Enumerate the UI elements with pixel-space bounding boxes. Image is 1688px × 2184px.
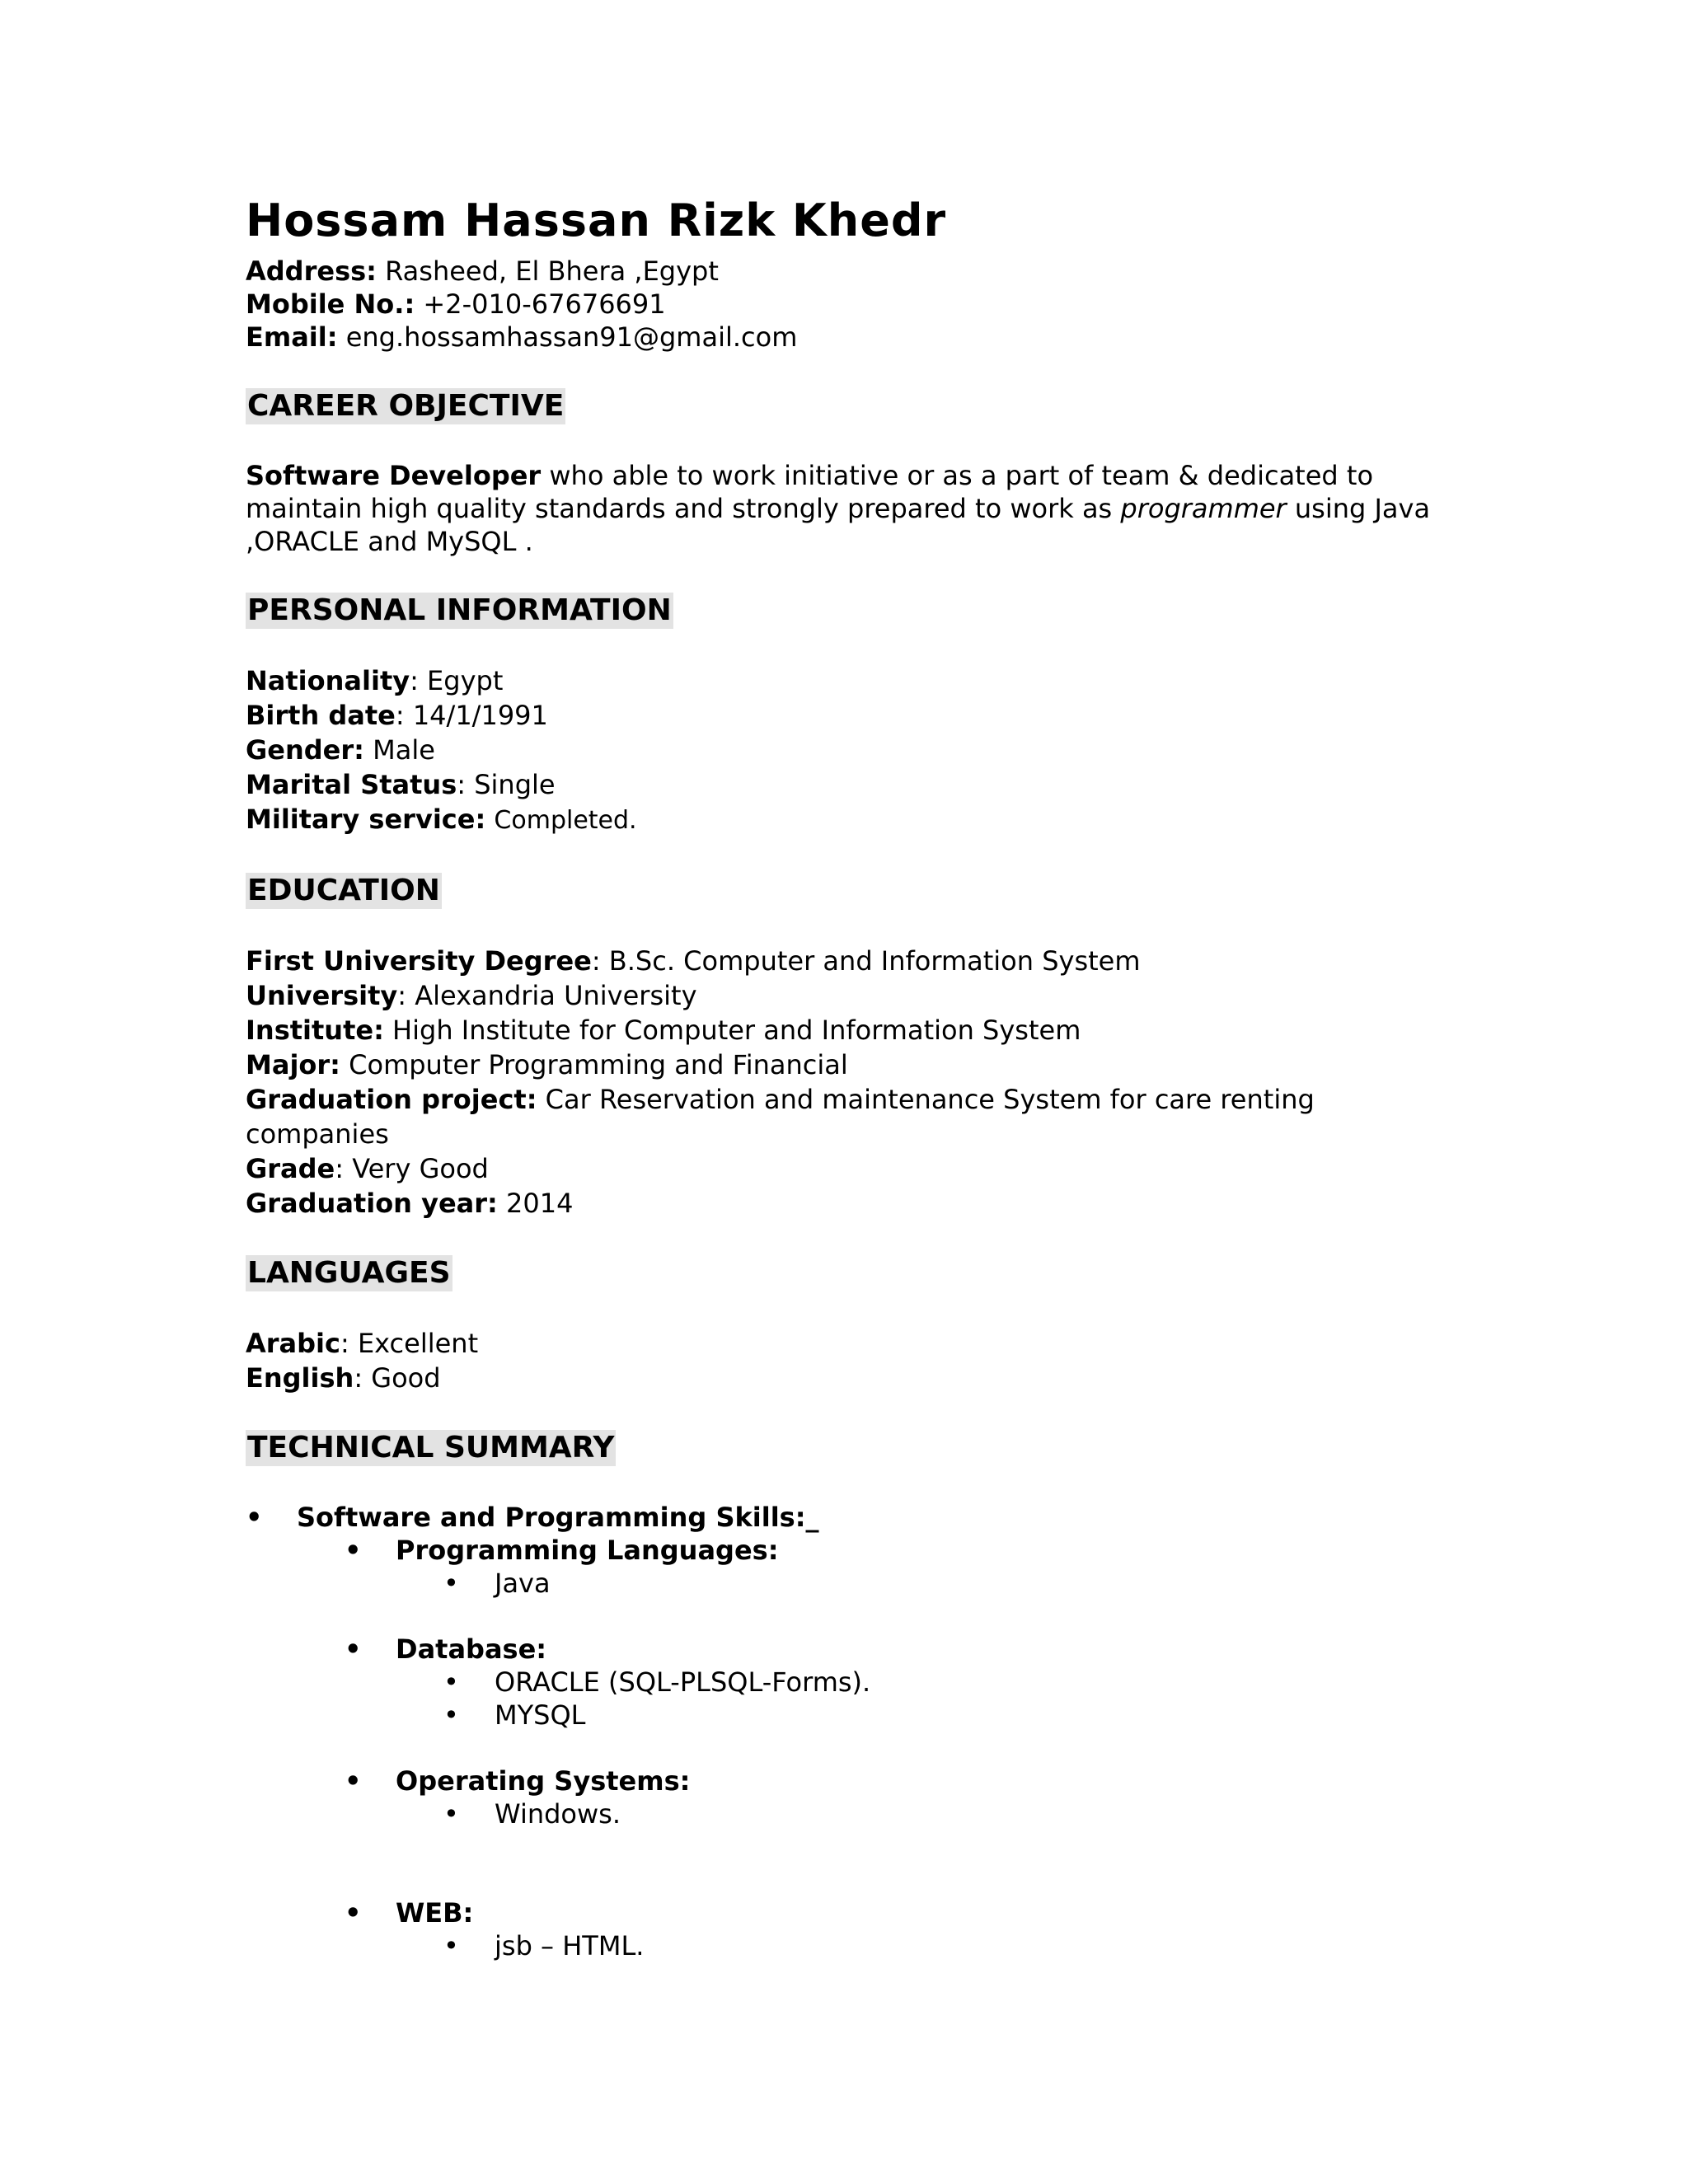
education-value: Alexandria University <box>415 980 697 1012</box>
language-value: Good <box>371 1362 441 1394</box>
mobile-value: +2-010-67676691 <box>415 288 666 321</box>
career-italic: programmer <box>1120 493 1287 525</box>
group-title-database: • Database: <box>396 1633 546 1665</box>
education-sep: : <box>591 945 609 977</box>
info-row <box>246 802 1449 838</box>
info-value: Completed. <box>494 806 637 836</box>
info-sep: : <box>457 769 475 801</box>
education-value: companies <box>246 1118 389 1151</box>
education-row <box>246 1047 1449 1082</box>
list-item <box>246 1633 1449 1666</box>
resume-page <box>246 196 1449 1962</box>
education-value: Computer Programming and Financial <box>349 1049 848 1081</box>
list-item <box>246 1699 1449 1732</box>
education-value: High Institute for Computer and Information System <box>392 1015 1081 1047</box>
education-value: B.Sc. Computer and Information System <box>608 945 1141 977</box>
education-sep: : <box>397 980 415 1012</box>
group-item: • Java <box>495 1568 551 1599</box>
info-value: Egypt <box>427 665 504 697</box>
group-item: • ORACLE (SQL-PLSQL-Forms). <box>495 1666 870 1698</box>
education-label: Major: <box>246 1049 340 1081</box>
list-item <box>246 1534 1449 1567</box>
spacer <box>246 1830 1449 1896</box>
education-row <box>246 1082 1449 1117</box>
info-row <box>246 663 1449 698</box>
info-label: Nationality <box>246 665 410 697</box>
address-line <box>246 255 1449 288</box>
info-label: Marital Status <box>246 769 457 801</box>
career-text-2: using Java ,ORACLE and MySQL . <box>246 493 1431 558</box>
education-list <box>246 944 1449 1221</box>
education-label: Graduation project: <box>246 1084 537 1116</box>
education-sep: : <box>335 1153 353 1185</box>
list-item <box>246 1765 1449 1797</box>
address-value: Rasheed, El Bhera ,Egypt <box>376 255 719 288</box>
info-label: Gender: <box>246 734 364 766</box>
group-item: • Windows. <box>495 1798 621 1830</box>
personal-info-list <box>246 663 1449 838</box>
info-sep <box>485 804 494 835</box>
education-row <box>246 944 1449 978</box>
email-label: Email: <box>246 321 338 354</box>
language-sep: : <box>340 1328 358 1360</box>
skills-title: • Software and Programming Skills:_ <box>297 1502 819 1533</box>
info-sep: : <box>395 700 413 732</box>
group-title-os: • Operating Systems: <box>396 1765 690 1797</box>
education-row <box>246 1151 1449 1186</box>
group-title-web: • WEB: <box>396 1897 473 1929</box>
group-title-programming: • Programming Languages: <box>396 1535 778 1566</box>
education-label: Graduation year: <box>246 1188 498 1220</box>
group-item: • MYSQL <box>495 1699 585 1731</box>
education-heading: EDUCATION <box>247 874 440 908</box>
technical-summary-heading: TECHNICAL SUMMARY <box>247 1431 615 1465</box>
applicant-name: Hossam Hassan Rizk Khedr <box>246 194 947 246</box>
group-item: • jsb – HTML. <box>495 1930 644 1961</box>
personal-information-heading: PERSONAL INFORMATION <box>247 593 672 628</box>
info-row <box>246 733 1449 767</box>
education-sep <box>498 1188 506 1219</box>
education-row <box>246 1186 1449 1221</box>
education-row <box>246 978 1449 1013</box>
info-sep: : <box>410 665 428 697</box>
info-value: Single <box>474 769 556 801</box>
language-row <box>246 1326 1449 1361</box>
mobile-label: Mobile No.: <box>246 288 415 321</box>
language-label: English <box>246 1362 354 1394</box>
education-heading-wrap <box>246 873 1449 909</box>
technical-heading-wrap <box>246 1430 1449 1466</box>
info-value: Male <box>373 734 435 766</box>
education-label: Grade <box>246 1153 335 1185</box>
email-line <box>246 321 1449 354</box>
education-row <box>246 1013 1449 1047</box>
career-objective-heading: CAREER OBJECTIVE <box>247 389 565 424</box>
education-label: University <box>246 980 398 1012</box>
list-item <box>246 1896 1449 1929</box>
education-value: Very Good <box>352 1153 489 1185</box>
info-label: Military service: <box>246 804 486 836</box>
education-label: First University Degree <box>246 945 592 977</box>
language-label: Arabic <box>246 1328 340 1360</box>
list-item <box>246 1567 1449 1600</box>
language-value: Excellent <box>357 1328 479 1360</box>
info-value: 14/1/1991 <box>412 700 548 732</box>
career-role: Software Developer <box>246 460 542 492</box>
education-label: Institute: <box>246 1015 384 1047</box>
education-row <box>246 1117 1449 1151</box>
info-row <box>246 698 1449 733</box>
list-item <box>246 1797 1449 1830</box>
list-item <box>246 1929 1449 1962</box>
career-objective-text <box>246 459 1449 558</box>
education-sep <box>384 1015 392 1046</box>
email-value: eng.hossamhassan91@gmail.com <box>337 321 798 354</box>
education-value: 2014 <box>506 1188 574 1220</box>
education-sep <box>340 1049 349 1080</box>
technical-list <box>246 1501 1449 1962</box>
info-label: Birth date <box>246 700 396 732</box>
address-label: Address: <box>246 255 377 288</box>
languages-heading: LANGUAGES <box>247 1256 451 1291</box>
list-item <box>246 1666 1449 1699</box>
education-value: Car Reservation and maintenance System for care renting <box>545 1084 1315 1116</box>
spacer <box>246 1732 1449 1765</box>
language-row <box>246 1361 1449 1395</box>
list-item <box>246 1501 1449 1534</box>
career-text-1: who able to work initiative or as a part of team & dedicated to maintain high quality standards and strongly prepared to work as <box>246 460 1374 525</box>
career-heading-wrap <box>246 388 1449 424</box>
info-sep <box>364 734 373 766</box>
languages-list <box>246 1326 1449 1395</box>
languages-heading-wrap <box>246 1255 1449 1291</box>
language-sep: : <box>354 1362 372 1394</box>
info-row <box>246 767 1449 802</box>
spacer <box>246 1600 1449 1633</box>
personal-heading-wrap <box>246 593 1449 629</box>
mobile-line <box>246 288 1449 321</box>
education-sep <box>537 1084 546 1115</box>
